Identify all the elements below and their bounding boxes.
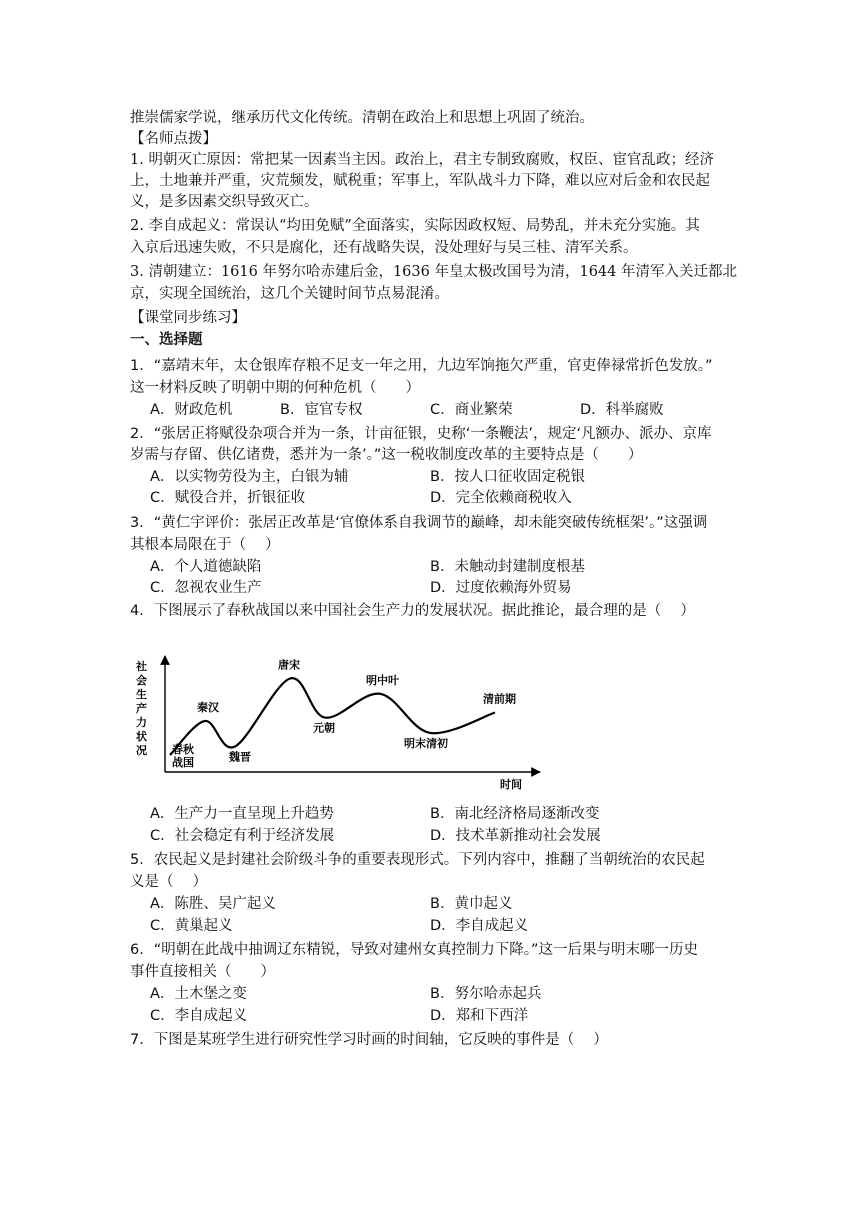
question-6-option-b: B．努尔哈赤起兵 xyxy=(430,986,542,1002)
tip-2-line-1: 2. 李自成起义：常误认“均田免赋”全面落实，实际因政权短、局势乱，并未充分实施。其 xyxy=(130,218,700,234)
y-axis-label-char: 力 xyxy=(136,716,147,729)
question-3-stem-line-1: 3．“黄仁宇评价：张居正改革是‘官僚体系自我调节的巅峰，却未能突破传统框架’。”这强调 xyxy=(130,515,708,531)
question-4-option-d: D．技术革新推动社会发展 xyxy=(430,828,601,844)
question-3-option-a: A．个人道德缺陷 xyxy=(150,559,262,575)
tip-1-line-3: 义，是多因素交织导致灭亡。 xyxy=(130,194,319,210)
question-6-option-c: C．李自成起义 xyxy=(150,1008,248,1024)
tips-heading: 【名师点拨】 xyxy=(130,131,217,147)
question-2-option-b: B．按人口征收固定税银 xyxy=(430,469,585,485)
question-4-stem-line-1: 4．下图展示了春秋战国以来中国社会生产力的发展状况。据此推论，最合理的是（ ） xyxy=(130,603,695,619)
period-label: 秦汉 xyxy=(197,701,219,714)
period-label: 唐宋 xyxy=(278,658,300,672)
tip-1-line-1: 1. 明朝灭亡原因：常把某一因素当主因。政治上，君主专制致腐败，权臣、宦官乱政；经济 xyxy=(130,152,714,168)
intro-line: 推崇儒家学说，继承历代文化传统。清朝在政治上和思想上巩固了统治。 xyxy=(130,110,594,126)
question-1-option-a: A．财政危机 xyxy=(150,402,233,418)
question-1-stem-line-1: 1．“嘉靖末年，太仓银库存粮不足支一年之用，九边军饷拖欠严重，官吏俸禄常折色发放。” xyxy=(130,358,713,374)
question-4-option-a: A．生产力一直呈现上升趋势 xyxy=(150,806,334,822)
question-2-stem-line-2: 岁需与存留、供亿诸费，悉并为一条’。”这一税收制度改革的主要特点是（ ） xyxy=(130,447,643,463)
question-4-option-c: C．社会稳定有利于经济发展 xyxy=(150,828,335,844)
question-2-stem-line-1: 2．“张居正将赋役杂项合并为一条，计亩征银，史称‘一条鞭法’，规定‘凡额办、派办、京库 xyxy=(130,426,712,442)
y-axis-label-char: 会 xyxy=(136,674,147,687)
period-label: 元朝 xyxy=(313,721,335,735)
question-5-stem-line-2: 义是（ ） xyxy=(130,874,208,890)
question-1-option-b: B．宦官专权 xyxy=(280,402,363,418)
question-3-option-b: B．未触动封建制度根基 xyxy=(430,559,585,575)
question-6-option-a: A．土木堡之变 xyxy=(150,986,247,1002)
practice-heading: 【课堂同步练习】 xyxy=(130,310,246,326)
question-6-stem-line-1: 6．“明朝在此战中抽调辽东精锐，导致对建州女真控制力下降。”这一后果与明末哪一历史 xyxy=(130,942,698,958)
period-label: 明末清初 xyxy=(404,736,448,750)
question-5-option-a: A．陈胜、吴广起义 xyxy=(150,896,276,912)
tip-3-line-1: 3. 清朝建立：1616 年努尔哈赤建后金，1636 年皇太极改国号为清，1644 年清军入关迁都北 xyxy=(130,264,737,280)
section-title: 一、选择题 xyxy=(130,332,203,348)
x-axis-label: 时间 xyxy=(500,778,522,790)
period-label: 魏晋 xyxy=(229,750,251,764)
period-label: 战国 xyxy=(172,756,194,769)
period-label: 清前期 xyxy=(483,692,516,706)
tip-3-line-2: 京，实现全国统治，这几个关键时间节点易混淆。 xyxy=(130,286,449,302)
question-6-stem-line-2: 事件直接相关（ ） xyxy=(130,964,275,980)
question-7-stem-line-1: 7．下图是某班学生进行研究性学习时画的时间轴，它反映的事件是（ ） xyxy=(130,1032,608,1048)
question-5-stem-line-1: 5．农民起义是封建社会阶级斗争的重要表现形式。下列内容中，推翻了当朝统治的农民起 xyxy=(130,852,705,868)
question-5-option-d: D．李自成起义 xyxy=(430,918,529,934)
question-5-option-b: B．黄巾起义 xyxy=(430,896,513,912)
period-label: 春秋 xyxy=(172,743,194,756)
question-4-option-b: B．南北经济格局逐渐改变 xyxy=(430,806,600,822)
y-axis-label-char: 社 xyxy=(136,660,147,673)
question-1-option-d: D．科举腐败 xyxy=(580,402,664,418)
question-1-option-c: C．商业繁荣 xyxy=(430,402,513,418)
y-axis-label-char: 状 xyxy=(136,730,147,743)
tip-2-line-2: 入京后迅速失败，不只是腐化，还有战略失误，没处理好与吴三桂、清军关系。 xyxy=(130,240,638,256)
y-axis-label-char: 产 xyxy=(136,702,147,715)
y-axis-label-char: 况 xyxy=(136,744,147,757)
question-2-option-a: A．以实物劳役为主，白银为辅 xyxy=(150,469,349,485)
question-3-stem-line-2: 其根本局限在于（ ） xyxy=(130,537,280,553)
period-label: 明中叶 xyxy=(366,673,399,687)
tip-1-line-2: 上，土地兼并严重，灾荒频发，赋税重；军事上，军队战斗力下降，难以应对后金和农民起 xyxy=(130,173,710,189)
question-5-option-c: C．黄巢起义 xyxy=(150,918,233,934)
y-axis-label-char: 生 xyxy=(136,688,147,701)
question-1-stem-line-2: 这一材料反映了明朝中期的何种危机（ ） xyxy=(130,380,420,396)
y-axis-label xyxy=(135,659,147,757)
productivity-chart xyxy=(130,650,550,790)
question-2-option-c: C．赋役合并，折银征收 xyxy=(150,490,306,506)
question-2-option-d: D．完全依赖商税收入 xyxy=(430,490,572,506)
question-3-option-d: D．过度依赖海外贸易 xyxy=(430,580,572,596)
question-3-option-c: C．忽视农业生产 xyxy=(150,580,262,596)
question-6-option-d: D．郑和下西洋 xyxy=(430,1008,529,1024)
